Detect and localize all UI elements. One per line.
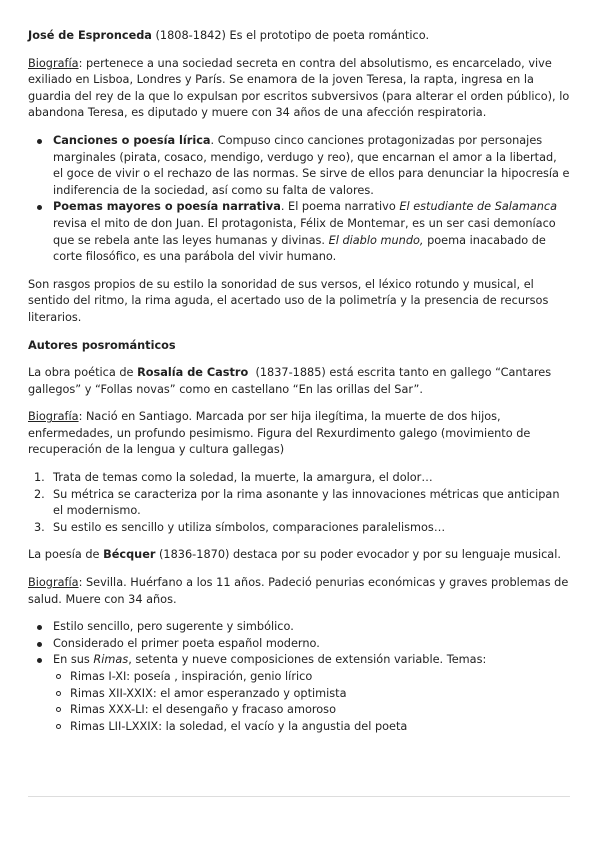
espronceda-works-list (28, 133, 570, 266)
list-item: Rimas XXX-LI: el desengaño y fracaso amoroso (53, 702, 570, 719)
bottom-divider (28, 796, 570, 797)
rosalia-intro: La obra poética de Rosalía de Castro (1837-1885) está escrita tanto en gallego “Cantares gallegos” y “Follas novas” como en castellano “En las orillas del Sar”. (28, 366, 555, 396)
becquer-biography: Biografía: Sevilla. Huérfano a los 11 años. Padeció penurias económicas y graves problemas de salud. Muere con 34 años. (28, 576, 569, 606)
espronceda-intro: José de Espronceda (1808-1842) Es el prototipo de poeta romántico. (28, 29, 430, 42)
list-item: En sus Rimas, setenta y nueve composiciones de extensión variable. Temas: Rimas I-XI: poseía , inspiración, genio lírico Rimas XII-XXIX: el amor esperanzado y optimista Rimas XXX-LI: el desengaño y fracaso amoroso Rimas LII-LXXIX: la soledad, el vacío y la angustia del poeta (28, 652, 570, 735)
biography-label: Biografía (28, 56, 79, 70)
espronceda-biography: Biografía: pertenece a una sociedad secreta en contra del absolutismo, es encarcelado, vive exiliado en Lisboa, Londres y París. Se enamora de la joven Teresa, la rapta, ingresa en la guardia del rey de la que lo expulsan por escritos subversivos (para alterar el orden público), lo abandona Teresa, es diputado y muere con 34 años de una afección respiratoria. (28, 56, 570, 120)
list-item: 3. Su estilo es sencillo y utiliza símbolos, comparaciones paralelismos… (34, 520, 446, 534)
list-item: Estilo sencillo, pero sugerente y simbólico. (28, 619, 570, 636)
list-item: Rimas I-XI: poseía , inspiración, genio lírico (53, 669, 570, 686)
list-item: Rimas XII-XXIX: el amor esperanzado y optimista (53, 686, 570, 703)
rosalia-name: Rosalía de Castro (137, 366, 249, 380)
list-item: Poemas mayores o poesía narrativa. El poema narrativo El estudiante de Salamanca revisa el mito de don Juan. El protagonista, Félix de Montemar, es un ser casi demoníaco que se rebela ante las leyes humanas y divinas. El diablo mundo, poema inacabado de corte filosófico, es una parábola del vivir humano. (28, 199, 570, 265)
section-heading: Autores posrománticos (28, 338, 176, 352)
rosalia-points-list (28, 470, 570, 536)
list-item: Canciones o poesía lírica. Compuso cinco canciones protagonizadas por personajes marginales (pirata, cosaco, mendigo, verdugo y reo), que encarnan el amor a la libertad, el goce de vivir o el rechazo de las normas. Se sirve de ellos para denunciar la hipocresía e indiferencia de la sociedad, así como su falta de valores. (28, 133, 570, 199)
list-item: 1. Trata de temas como la soledad, la muerte, la amargura, el dolor… (34, 471, 433, 485)
espronceda-name: José de Espronceda (28, 29, 152, 42)
becquer-intro: La poesía de Bécquer (1836-1870) destaca por su poder evocador y por su lenguaje musical. (28, 548, 561, 562)
espronceda-style: Son rasgos propios de su estilo la sonoridad de sus versos, el léxico rotundo y musical, el sentido del ritmo, la rima aguda, el acertado uso de la polimetría y la presencia de recursos literarios. (28, 277, 549, 324)
list-item: Considerado el primer poeta español moderno. (28, 636, 570, 653)
biography-label: Biografía (28, 410, 79, 424)
biography-label: Biografía (28, 576, 79, 590)
becquer-points-list (28, 619, 570, 735)
list-item: 2. Su métrica se caracteriza por la rima asonante y las innovaciones métricas que anticipan el modernismo. (34, 487, 560, 518)
rimas-themes-list (53, 669, 570, 735)
list-item: Rimas LII-LXXIX: la soledad, el vacío y la angustia del poeta (53, 719, 570, 736)
rosalia-biography: Biografía: Nació en Santiago. Marcada por ser hija ilegítima, la muerte de dos hijos, enfermedades, un profundo pesimismo. Figura del Rexurdimento galego (movimiento de recuperación de la lengua y cultura gallegas) (28, 410, 531, 457)
becquer-name: Bécquer (103, 548, 156, 562)
